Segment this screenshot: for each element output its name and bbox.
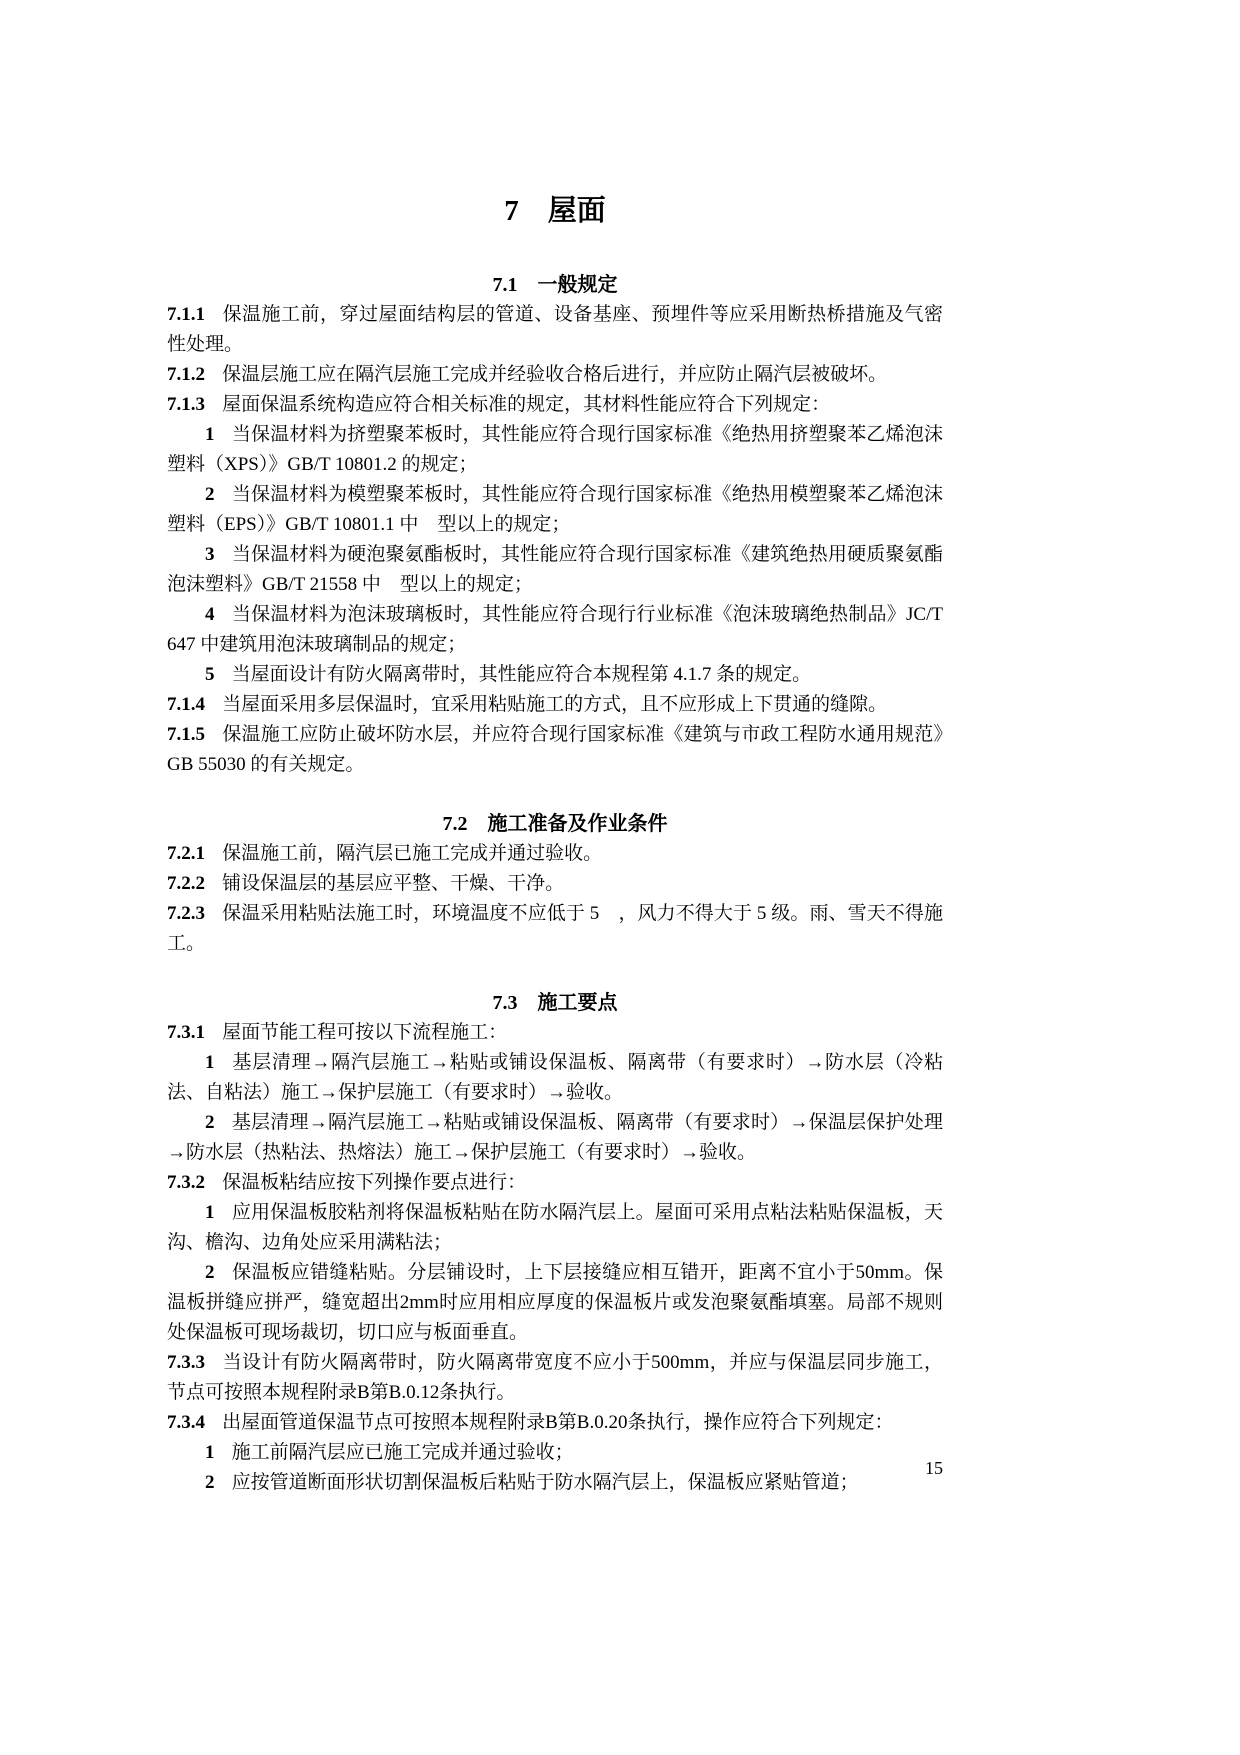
subitem-text: 基层清理→隔汽层施工→粘贴或铺设保温板、隔离带（有要求时）→防水层（冷粘法、自粘法）施工→保护层施工（有要求时）→验收。 <box>167 1052 943 1103</box>
clause-text: 铺设保温层的基层应平整、干燥、干净。 <box>222 873 565 894</box>
clause-7-1-2 <box>167 360 943 390</box>
subitem-text: 施工前隔汽层应已施工完成并通过验收； <box>231 1442 574 1463</box>
subitem-7-1-3-2 <box>167 480 943 540</box>
clause-7-3-1 <box>167 1018 943 1048</box>
subitem-number: 2 <box>205 1112 215 1133</box>
clause-7-1-3 <box>167 390 943 420</box>
subitem-number: 1 <box>205 1202 215 1223</box>
page-number: 15 <box>925 1458 943 1478</box>
subitem-number: 5 <box>205 664 215 685</box>
subitem-number: 4 <box>205 604 215 625</box>
clause-number: 7.2.2 <box>167 873 205 894</box>
subitem-text: 当保温材料为挤塑聚苯板时，其性能应符合现行国家标准《绝热用挤塑聚苯乙烯泡沫塑料（XPS）》GB/T 10801.2 的规定； <box>167 424 943 475</box>
subitem-text: 当保温材料为硬泡聚氨酯板时，其性能应符合现行国家标准《建筑绝热用硬质聚氨酯泡沫塑料》GB/T 21558 中 型以上的规定； <box>167 544 943 595</box>
clause-number: 7.1.2 <box>167 364 205 385</box>
subitem-number: 2 <box>205 1262 215 1283</box>
subitem-text: 当保温材料为泡沫玻璃板时，其性能应符合现行行业标准《泡沫玻璃绝热制品》JC/T 647 中建筑用泡沫玻璃制品的规定； <box>167 604 943 655</box>
subitem-number: 1 <box>205 1052 215 1073</box>
clause-number: 7.1.4 <box>167 694 205 715</box>
clause-text: 保温施工应防止破坏防水层，并应符合现行国家标准《建筑与市政工程防水通用规范》GB 55030 的有关规定。 <box>167 724 943 775</box>
clause-7-1-1 <box>167 300 943 360</box>
subitem-7-1-3-4 <box>167 600 943 660</box>
subitem-text: 当屋面设计有防火隔离带时，其性能应符合本规程第 4.1.7 条的规定。 <box>231 664 812 685</box>
clause-text: 出屋面管道保温节点可按照本规程附录B第B.0.20条执行，操作应符合下列规定： <box>222 1412 894 1433</box>
clause-7-3-3 <box>167 1348 943 1408</box>
clause-number: 7.2.1 <box>167 843 205 864</box>
subitem-7-3-1-1 <box>167 1048 943 1108</box>
clause-7-1-4 <box>167 690 943 720</box>
clause-number: 7.1.3 <box>167 394 205 415</box>
subitem-number: 1 <box>205 424 215 445</box>
clause-number: 7.3.3 <box>167 1352 205 1373</box>
section-heading-7-3: 7.3 施工要点 <box>492 992 618 1014</box>
clause-7-2-2 <box>167 869 943 899</box>
clause-number: 7.1.1 <box>167 304 205 325</box>
clause-7-2-3 <box>167 899 943 959</box>
clause-text: 当设计有防火隔离带时，防火隔离带宽度不应小于500mm，并应与保温层同步施工，节点可按照本规程附录B第B.0.12条执行。 <box>167 1352 943 1403</box>
subitem-text: 保温板应错缝粘贴。分层铺设时，上下层接缝应相互错开，距离不宜小于50mm。保温板拼缝应拼严，缝宽超出2mm时应用相应厚度的保温板片或发泡聚氨酯填塞。局部不规则处保温板可现场裁切，切口应与板面垂直。 <box>167 1262 943 1343</box>
subitem-7-3-1-2 <box>167 1108 943 1168</box>
subitem-number: 2 <box>205 1472 215 1493</box>
clause-7-3-4 <box>167 1408 943 1438</box>
clause-text: 当屋面采用多层保温时，宜采用粘贴施工的方式，且不应形成上下贯通的缝隙。 <box>222 694 888 715</box>
clause-text: 保温采用粘贴法施工时，环境温度不应低于 5 ，风力不得大于 5 级。雨、雪天不得施工。 <box>167 903 943 954</box>
clause-7-2-1 <box>167 839 943 869</box>
subitem-number: 3 <box>205 544 215 565</box>
subitem-text: 应按管道断面形状切割保温板后粘贴于防水隔汽层上，保温板应紧贴管道； <box>231 1472 859 1493</box>
subitem-7-3-2-1 <box>167 1198 943 1258</box>
subitem-number: 2 <box>205 484 215 505</box>
clause-text: 屋面保温系统构造应符合相关标准的规定，其材料性能应符合下列规定： <box>222 394 831 415</box>
subitem-text: 当保温材料为模塑聚苯板时，其性能应符合现行国家标准《绝热用模塑聚苯乙烯泡沫塑料（EPS）》GB/T 10801.1 中 型以上的规定； <box>167 484 943 535</box>
subitem-text: 应用保温板胶粘剂将保温板粘贴在防水隔汽层上。屋面可采用点粘法粘贴保温板，天沟、檐沟、边角处应采用满粘法； <box>167 1202 943 1253</box>
clause-text: 保温施工前，隔汽层已施工完成并通过验收。 <box>222 843 603 864</box>
clause-number: 7.3.4 <box>167 1412 205 1433</box>
section-heading-7-1: 7.1 一般规定 <box>492 274 618 296</box>
subitem-7-1-3-5 <box>167 660 943 690</box>
clause-number: 7.3.1 <box>167 1022 205 1043</box>
clause-number: 7.2.3 <box>167 903 205 924</box>
clause-text: 保温板粘结应按下列操作要点进行： <box>222 1172 527 1193</box>
clause-7-1-5 <box>167 720 943 780</box>
subitem-number: 1 <box>205 1442 215 1463</box>
subitem-7-3-2-2 <box>167 1258 943 1348</box>
clause-number: 7.3.2 <box>167 1172 205 1193</box>
clause-text: 保温施工前，穿过屋面结构层的管道、设备基座、预埋件等应采用断热桥措施及气密性处理。 <box>167 304 943 355</box>
subitem-7-1-3-1 <box>167 420 943 480</box>
clause-text: 保温层施工应在隔汽层施工完成并经验收合格后进行，并应防止隔汽层被破坏。 <box>222 364 888 385</box>
page-content <box>167 0 943 1498</box>
clause-number: 7.1.5 <box>167 724 205 745</box>
chapter-title: 7 屋面 <box>504 195 606 227</box>
clause-text: 屋面节能工程可按以下流程施工： <box>222 1022 508 1043</box>
subitem-7-1-3-3 <box>167 540 943 600</box>
section-heading-7-2: 7.2 施工准备及作业条件 <box>442 813 668 835</box>
clause-7-3-2 <box>167 1168 943 1198</box>
subitem-text: 基层清理→隔汽层施工→粘贴或铺设保温板、隔离带（有要求时）→保温层保护处理→防水层（热粘法、热熔法）施工→保护层施工（有要求时）→验收。 <box>167 1112 943 1163</box>
